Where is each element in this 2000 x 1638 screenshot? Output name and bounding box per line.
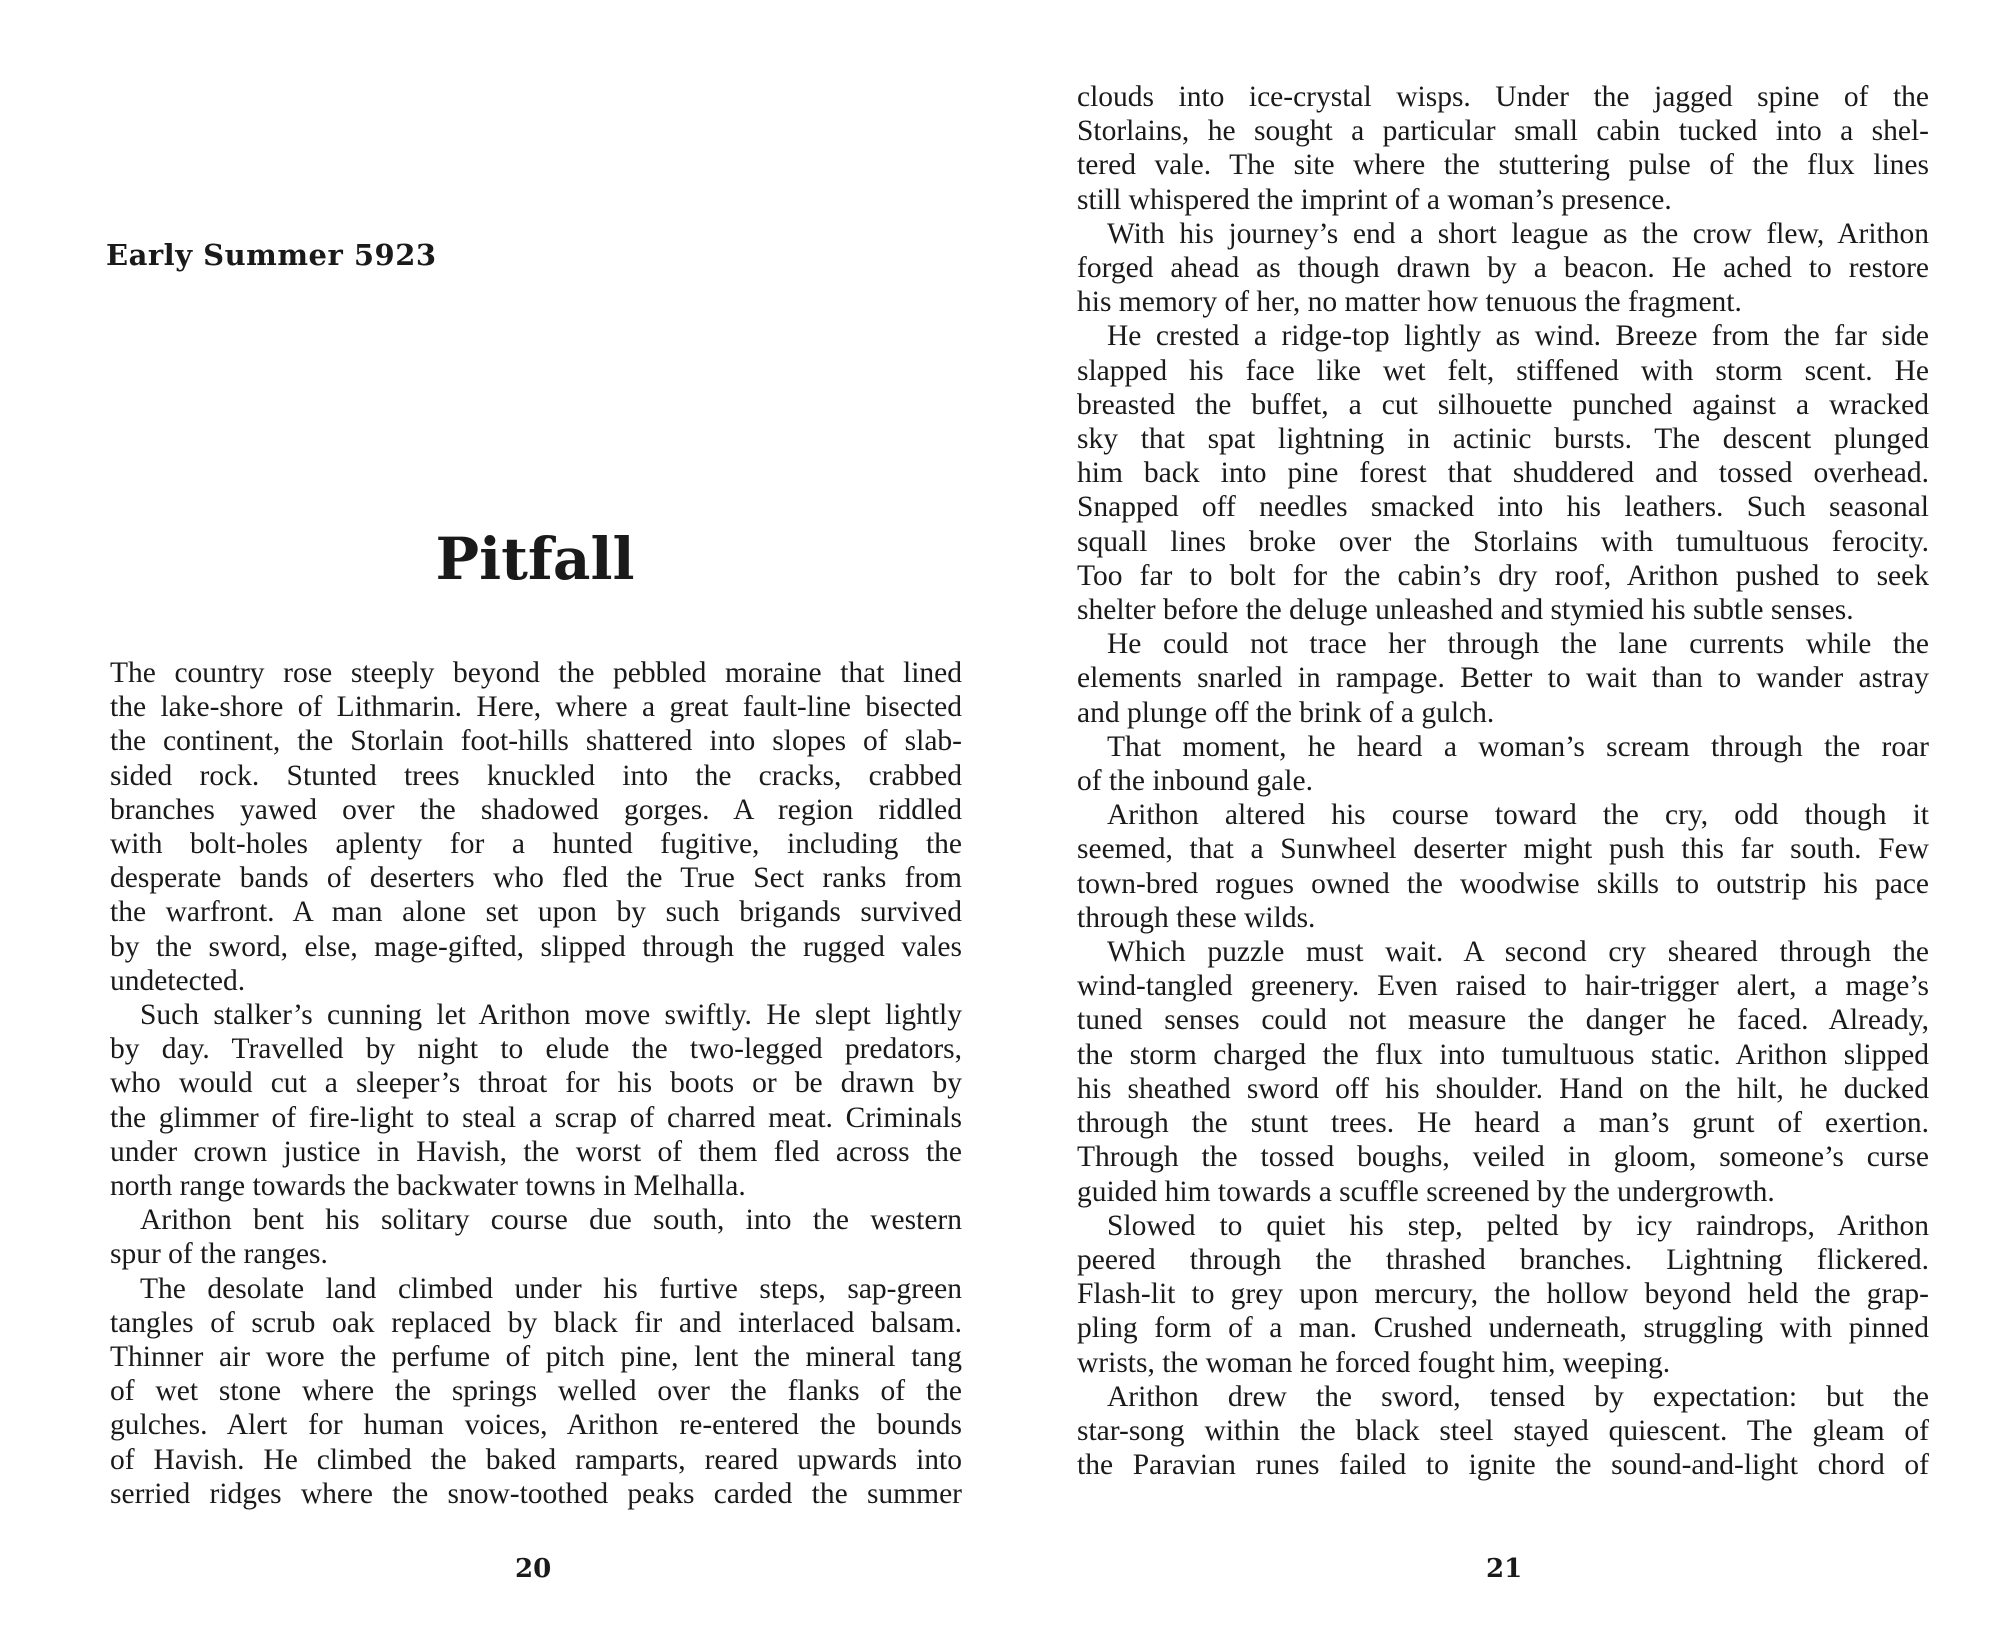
text-line: the Paravian runes failed to ignite the sound-and-light chord of xyxy=(1077,1449,1929,1482)
text-line: sided rock. Stunted trees knuckled into the cracks, crabbed xyxy=(110,759,962,792)
chapter-title: Pitfall xyxy=(435,525,635,593)
text-line: The country rose steeply beyond the pebbled moraine that lined xyxy=(110,657,962,689)
text-line: town-bred rogues owned the woodwise skills to outstrip his pace xyxy=(1077,867,1929,900)
text-line: serried ridges where the snow-toothed peaks carded the summer xyxy=(110,1477,962,1510)
text-line: guided him towards a scuffle screened by the undergrowth. xyxy=(1077,1175,1775,1208)
text-line: clouds into ice-crystal wisps. Under the jagged spine of the xyxy=(1077,81,1929,113)
text-line: Arithon bent his solitary course due south, into the western xyxy=(140,1204,962,1237)
text-line: seemed, that a Sunwheel deserter might push this far south. Few xyxy=(1077,833,1929,866)
text-line: Such stalker’s cunning let Arithon move swiftly. He slept lightly xyxy=(140,999,962,1032)
text-line: with bolt-holes aplenty for a hunted fugitive, including the xyxy=(110,828,962,861)
right-page-number: 21 xyxy=(1486,1554,1523,1584)
text-line: Through the tossed boughs, veiled in gloom, someone’s curse xyxy=(1077,1141,1929,1174)
text-line: tered vale. The site where the stuttering pulse of the flux lines xyxy=(1077,149,1929,182)
text-line: his memory of her, no matter how tenuous the fragment. xyxy=(1077,286,1742,319)
text-line: Arithon drew the sword, tensed by expectation: but the xyxy=(1107,1380,1929,1413)
text-line: by the sword, else, mage-gifted, slipped through the rugged vales xyxy=(110,930,962,963)
right-page xyxy=(1000,0,2000,1638)
text-line: spur of the ranges. xyxy=(110,1238,328,1271)
text-line: peered through the thrashed branches. Lightning flickered. xyxy=(1077,1243,1929,1276)
text-line: branches yawed over the shadowed gorges. A region riddled xyxy=(110,793,962,826)
text-line: tangles of scrub oak replaced by black fir and interlaced balsam. xyxy=(110,1306,962,1339)
text-line: elements snarled in rampage. Better to wait than to wander astray xyxy=(1077,662,1929,695)
text-line: forged ahead as though drawn by a beacon. He ached to restore xyxy=(1077,252,1929,285)
text-line: the lake-shore of Lithmarin. Here, where a great fault-line bisected xyxy=(110,691,962,724)
text-line: the storm charged the flux into tumultuous static. Arithon slipped xyxy=(1077,1038,1929,1071)
text-line: The desolate land climbed under his furtive steps, sap-green xyxy=(140,1272,962,1305)
text-line: Which puzzle must wait. A second cry sheared through the xyxy=(1107,936,1929,969)
text-line: still whispered the imprint of a woman’s presence. xyxy=(1077,183,1672,216)
text-line: by day. Travelled by night to elude the two-legged predators, xyxy=(110,1033,962,1066)
text-line: Arithon altered his course toward the cry, odd though it xyxy=(1107,799,1929,832)
text-line: through these wilds. xyxy=(1077,901,1316,934)
text-line: With his journey’s end a short league as the crow flew, Arithon xyxy=(1107,217,1929,250)
text-line: pling form of a man. Crushed underneath, struggling with pinned xyxy=(1077,1312,1929,1345)
text-line: shelter before the deluge unleashed and stymied his subtle senses. xyxy=(1077,594,1854,627)
text-line: wind-tangled greenery. Even raised to hair-trigger alert, a mage’s xyxy=(1077,970,1929,1003)
text-line: and plunge off the brink of a gulch. xyxy=(1077,696,1495,729)
text-line: north range towards the backwater towns in Melhalla. xyxy=(110,1170,746,1203)
text-line: undetected. xyxy=(110,964,246,997)
text-line: He could not trace her through the lane currents while the xyxy=(1107,628,1929,661)
text-line: gulches. Alert for human voices, Arithon re-entered the bounds xyxy=(110,1409,962,1442)
text-line: wrists, the woman he forced fought him, weeping. xyxy=(1077,1346,1671,1379)
text-line: Snapped off needles smacked into his leathers. Such seasonal xyxy=(1077,491,1929,524)
text-line: the warfront. A man alone set upon by such brigands survived xyxy=(110,896,962,929)
text-line: his sheathed sword off his shoulder. Hand on the hilt, he ducked xyxy=(1077,1072,1929,1105)
text-line: slapped his face like wet felt, stiffened with storm scent. He xyxy=(1077,354,1929,387)
text-line: who would cut a sleeper’s throat for his boots or be drawn by xyxy=(110,1067,962,1100)
left-page-number: 20 xyxy=(515,1554,552,1584)
text-line: Flash-lit to grey upon mercury, the hollow beyond held the grap- xyxy=(1077,1278,1929,1311)
left-body-text xyxy=(110,656,962,1511)
text-line: desperate bands of deserters who fled the True Sect ranks from xyxy=(110,862,962,895)
text-line: squall lines broke over the Storlains with tumultuous ferocity. xyxy=(1077,525,1929,558)
text-line: through the stunt trees. He heard a man’s grunt of exertion. xyxy=(1077,1107,1929,1140)
text-line: Storlains, he sought a particular small cabin tucked into a shel- xyxy=(1077,115,1929,148)
text-line: Too far to bolt for the cabin’s dry roof, Arithon pushed to seek xyxy=(1077,559,1929,592)
text-line: tuned senses could not measure the danger he faced. Already, xyxy=(1077,1004,1929,1037)
text-line: him back into pine forest that shuddered and tossed overhead. xyxy=(1077,457,1929,490)
right-body-text xyxy=(1077,80,1929,1482)
text-line: star-song within the black steel stayed quiescent. The gleam of xyxy=(1077,1414,1929,1447)
text-line: of the inbound gale. xyxy=(1077,765,1313,798)
text-line: of Havish. He climbed the baked ramparts, reared upwards into xyxy=(110,1443,962,1476)
section-date: Early Summer 5923 xyxy=(106,238,437,272)
text-line: Thinner air wore the perfume of pitch pine, lent the mineral tang xyxy=(110,1341,962,1374)
text-line: under crown justice in Havish, the worst of them fled across the xyxy=(110,1135,962,1168)
text-line: breasted the buffet, a cut silhouette punched against a wracked xyxy=(1077,388,1929,421)
text-line: the continent, the Storlain foot-hills shattered into slopes of slab- xyxy=(110,725,962,758)
text-line: That moment, he heard a woman’s scream through the roar xyxy=(1107,730,1929,763)
text-line: sky that spat lightning in actinic bursts. The descent plunged xyxy=(1077,423,1929,456)
text-line: He crested a ridge-top lightly as wind. Breeze from the far side xyxy=(1107,320,1929,353)
text-line: the glimmer of fire-light to steal a scrap of charred meat. Criminals xyxy=(110,1101,962,1134)
text-line: of wet stone where the springs welled over the flanks of the xyxy=(110,1375,962,1408)
text-line: Slowed to quiet his step, pelted by icy raindrops, Arithon xyxy=(1107,1209,1929,1242)
